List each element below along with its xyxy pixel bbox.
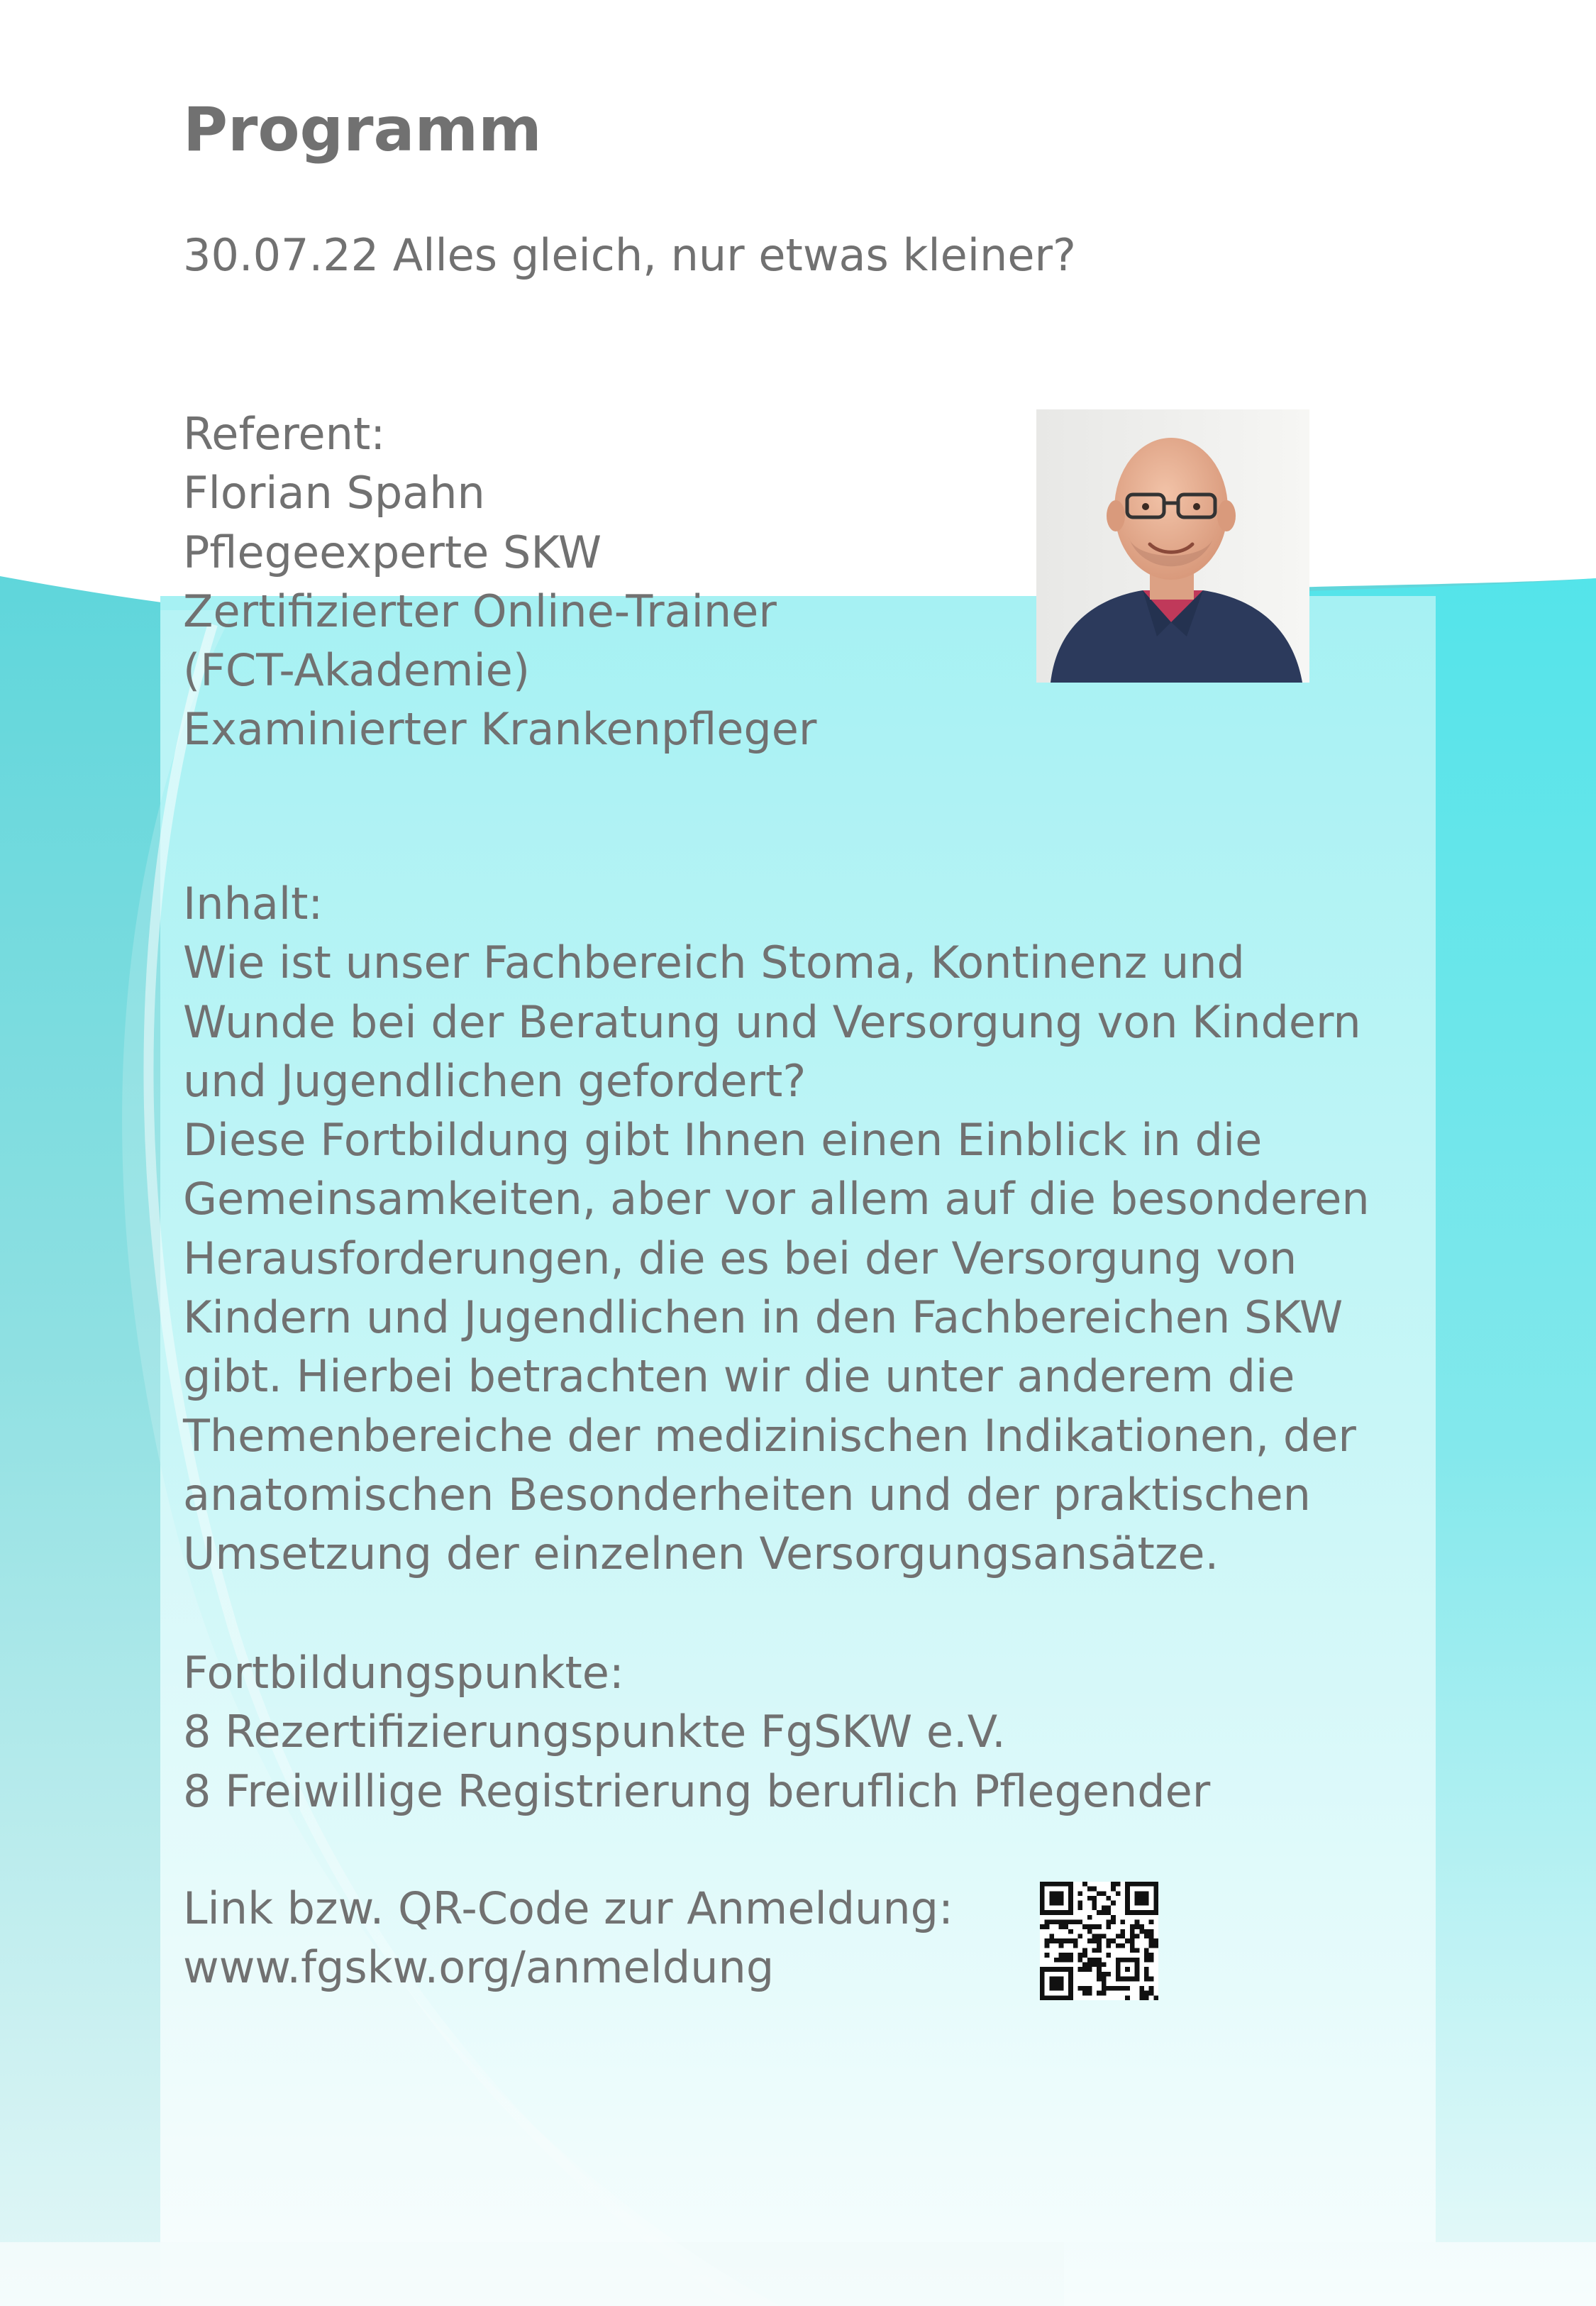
session-title: 30.07.22 Alles gleich, nur etwas kleiner? [183,229,1076,281]
speaker-line: Zertifizierter Online-Trainer [183,585,777,637]
speaker-section [183,404,816,759]
page-title: Programm [183,94,542,165]
points-label: Fortbildungspunkte: [183,1647,624,1699]
content-line: Wie ist unser Fachbereich Stoma, Kontinenz und [183,937,1245,989]
speaker-label: Referent: [183,408,386,460]
content-line: Themenbereiche der medizinischen Indikationen, der [183,1409,1356,1462]
speaker-line: Florian Spahn [183,467,485,519]
content-line: Gemeinsamkeiten, aber vor allem auf die besonderen [183,1173,1370,1225]
bottom-strip [0,2242,1596,2306]
content-line: Herausforderungen, die es bei der Versorgung von [183,1232,1297,1284]
points-line: 8 Freiwillige Registrierung beruflich Pflegender [183,1765,1211,1817]
content-line: gibt. Hierbei betrachten wir die unter anderem die [183,1350,1295,1403]
content-line: und Jugendlichen gefordert? [183,1054,807,1107]
registration-link[interactable]: www.fgskw.org/anmeldung [183,1941,775,1994]
speaker-line: Pflegeexperte SKW [183,526,602,578]
content-line: anatomischen Besonderheiten und der praktischen [183,1468,1311,1521]
content-section [183,874,1370,1584]
content-label: Inhalt: [183,878,323,929]
content-line: Wunde bei der Beratung und Versorgung von Kindern [183,995,1361,1048]
content-line: Diese Fortbildung gibt Ihnen einen Einblick in die [183,1114,1263,1166]
speaker-photo [1036,409,1309,683]
content-line: Kindern und Jugendlichen in den Fachbereichen SKW [183,1291,1343,1344]
registration-label: Link bzw. QR-Code zur Anmeldung: [183,1882,953,1934]
speaker-line: (FCT-Akademie) [183,644,531,697]
registration-section [183,1879,953,1997]
points-line: 8 Rezertifizierungspunkte FgSKW e.V. [183,1706,1006,1758]
registration-qr-code[interactable] [1040,1882,1158,2000]
points-section [183,1643,1210,1821]
content-line: Umsetzung der einzelnen Versorgungsansätze. [183,1528,1219,1580]
speaker-line: Examinierter Krankenpfleger [183,703,817,756]
